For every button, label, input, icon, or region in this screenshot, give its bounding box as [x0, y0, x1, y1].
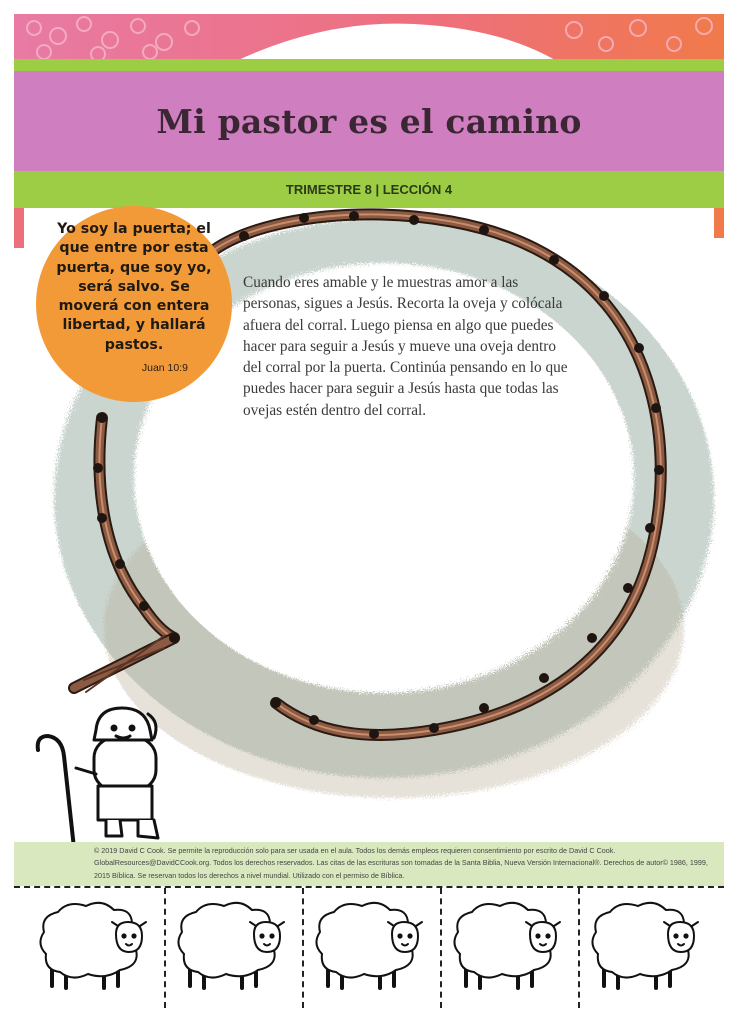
cut-line: [440, 888, 442, 1008]
left-edge-decoration: [14, 208, 24, 248]
title-band: [14, 71, 724, 171]
sheep-icon[interactable]: [308, 894, 428, 994]
cut-line: [302, 888, 304, 1008]
right-edge-decoration: [714, 208, 724, 238]
cut-line: [578, 888, 580, 1008]
shepherd-icon: [38, 708, 158, 848]
cut-line-top: [14, 886, 724, 888]
verse-reference: Juan 10:9: [141, 362, 188, 374]
sheep-icon[interactable]: [446, 894, 566, 994]
lesson-label: TRIMESTRE 8 | LECCIÓN 4: [285, 182, 453, 197]
page-title: Mi pastor es el camino: [156, 101, 582, 141]
verse-circle: [36, 206, 232, 402]
copyright-notice: © 2019 David C Cook. Se permite la reproducción solo para ser usada en el aula. Todos los demás empleos requieren consentimiento por escrito de David C Cook. GlobalResources@DavidCCook.org. Todos los derechos reservados. Las citas de las escrituras son tomadas de la Santa Biblia, Nueva Versión Internacional®. Derechos de autor© 1986, 1999, 2015 Bíblica. Se reservan todos los derechos a nivel mundial. Utilizado con el permiso de Bíblica.: [94, 846, 708, 880]
sheep-icon[interactable]: [170, 894, 290, 994]
sheep-icon[interactable]: [584, 894, 704, 994]
worksheet-page: [14, 14, 724, 1010]
sheep-cutout-strip: [14, 886, 724, 1010]
sheep-icon[interactable]: [32, 894, 152, 994]
bible-verse: Yo soy la puerta; el que entre por esta puerta, que soy yo, será salvo. Se moverá con entera libertad, y hallará pastos.: [56, 221, 212, 353]
footer-band: [14, 842, 724, 886]
activity-instructions: Cuando eres amable y le muestras amor a las personas, sigues a Jesús. Recorta la oveja y colócala afuera del corral. Luego piensa en algo que puedes hacer para seguir a Jesús y mueve una oveja dentro del corral por la puerta. Continúa pensando en lo que puedes hacer para seguir a Jesús hasta que todas las ovejas estén dentro del corral.: [243, 274, 568, 419]
green-strip: [14, 59, 724, 71]
cut-line: [164, 888, 166, 1008]
lesson-band: [14, 171, 724, 208]
